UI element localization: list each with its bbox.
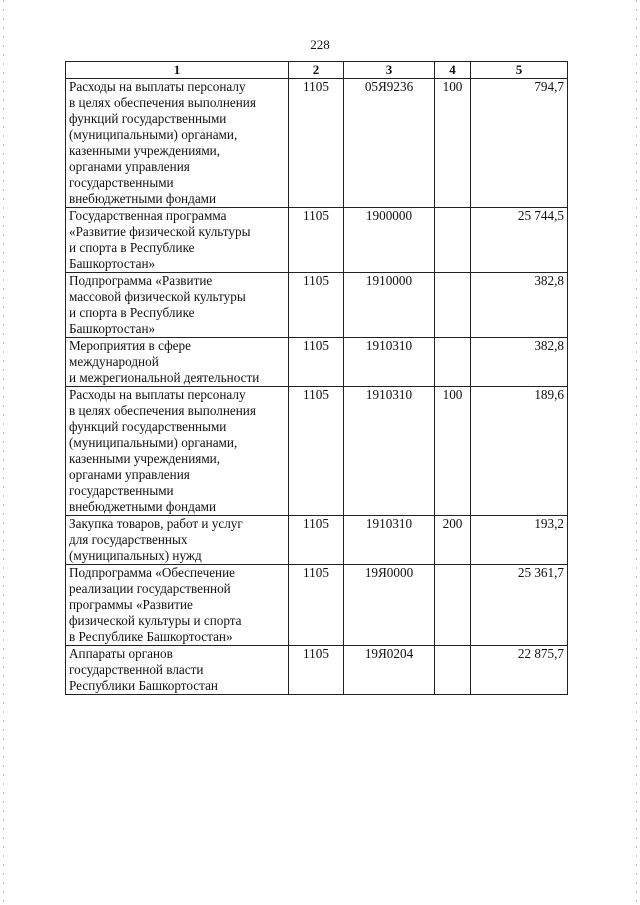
page-number: 228 — [310, 37, 330, 52]
header-col-2: 2 — [289, 62, 344, 79]
cell-section: 1105 — [289, 79, 344, 208]
budget-table — [65, 61, 568, 695]
cell-amount: 189,6 — [471, 387, 568, 516]
cell-type: 100 — [435, 387, 471, 516]
cell-type — [435, 565, 471, 646]
table-row — [66, 273, 568, 338]
header-col-3: 3 — [344, 62, 435, 79]
table-row — [66, 79, 568, 208]
cell-name: Мероприятия в сфере международной и межрегиональной деятельности — [66, 338, 289, 387]
table-row — [66, 646, 568, 695]
cell-target: 1910310 — [344, 387, 435, 516]
cell-section: 1105 — [289, 565, 344, 646]
cell-target: 19Я0204 — [344, 646, 435, 695]
cell-type — [435, 646, 471, 695]
scan-edge-left — [3, 0, 4, 905]
cell-name: Государственная программа «Развитие физической культуры и спорта в Республике Башкортостан» — [66, 208, 289, 273]
cell-target: 1910310 — [344, 516, 435, 565]
cell-type — [435, 208, 471, 273]
cell-type — [435, 338, 471, 387]
cell-amount: 794,7 — [471, 79, 568, 208]
scan-edge-right — [636, 0, 637, 905]
cell-amount: 22 875,7 — [471, 646, 568, 695]
cell-type: 100 — [435, 79, 471, 208]
cell-amount: 382,8 — [471, 338, 568, 387]
cell-type: 200 — [435, 516, 471, 565]
table-header-row — [66, 62, 568, 79]
cell-name: Расходы на выплаты персоналу в целях обеспечения выполнения функций государственными (муниципальными) органами, казенными учреждениями, органами управления государственными внебюджетными фондами — [66, 79, 289, 208]
cell-section: 1105 — [289, 387, 344, 516]
header-col-5: 5 — [471, 62, 568, 79]
cell-name: Закупка товаров, работ и услуг для государственных (муниципальных) нужд — [66, 516, 289, 565]
cell-amount: 25 361,7 — [471, 565, 568, 646]
header-col-4: 4 — [435, 62, 471, 79]
cell-name: Аппараты органов государственной власти Республики Башкортостан — [66, 646, 289, 695]
cell-target: 1910310 — [344, 338, 435, 387]
table-row — [66, 338, 568, 387]
cell-type — [435, 273, 471, 338]
cell-amount: 382,8 — [471, 273, 568, 338]
cell-target: 1910000 — [344, 273, 435, 338]
cell-target: 19Я0000 — [344, 565, 435, 646]
cell-amount: 193,2 — [471, 516, 568, 565]
header-col-1: 1 — [66, 62, 289, 79]
table-row — [66, 387, 568, 516]
cell-name: Подпрограмма «Развитие массовой физической культуры и спорта в Республике Башкортостан» — [66, 273, 289, 338]
cell-section: 1105 — [289, 208, 344, 273]
cell-target: 05Я9236 — [344, 79, 435, 208]
cell-amount: 25 744,5 — [471, 208, 568, 273]
table-row — [66, 565, 568, 646]
cell-section: 1105 — [289, 516, 344, 565]
cell-section: 1105 — [289, 338, 344, 387]
cell-section: 1105 — [289, 273, 344, 338]
cell-name: Расходы на выплаты персоналу в целях обеспечения выполнения функций государственными (муниципальными) органами, казенными учреждениями, органами управления государственными внебюджетными фондами — [66, 387, 289, 516]
cell-target: 1900000 — [344, 208, 435, 273]
cell-name: Подпрограмма «Обеспечение реализации государственной программы «Развитие физической культуры и спорта в Республике Башкортостан» — [66, 565, 289, 646]
table-row — [66, 208, 568, 273]
cell-section: 1105 — [289, 646, 344, 695]
table-row — [66, 516, 568, 565]
